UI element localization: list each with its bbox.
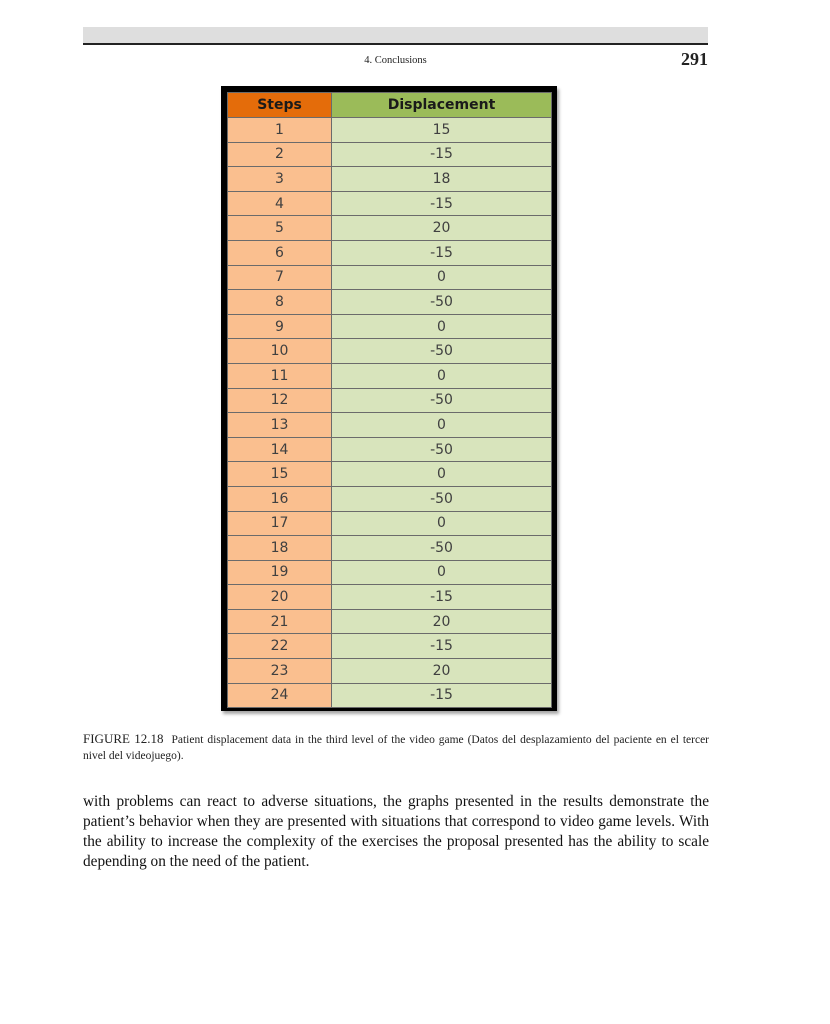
displacement-cell: -50 (332, 486, 552, 511)
steps-cell: 6 (228, 240, 332, 265)
steps-cell: 14 (228, 437, 332, 462)
displacement-cell: -15 (332, 191, 552, 216)
header-rule (83, 27, 708, 45)
table-row (228, 167, 552, 192)
steps-cell: 2 (228, 142, 332, 167)
steps-cell: 22 (228, 634, 332, 659)
figure-caption (83, 731, 709, 764)
steps-cell: 1 (228, 118, 332, 143)
table-body (228, 118, 552, 708)
steps-cell: 7 (228, 265, 332, 290)
table-row (228, 437, 552, 462)
table-row (228, 339, 552, 364)
table-row (228, 560, 552, 585)
steps-cell: 4 (228, 191, 332, 216)
steps-cell: 15 (228, 462, 332, 487)
section-title: 4. Conclusions (364, 55, 427, 66)
table-row (228, 142, 552, 167)
displacement-cell: -15 (332, 683, 552, 708)
steps-cell: 12 (228, 388, 332, 413)
table-row (228, 314, 552, 339)
steps-cell: 18 (228, 536, 332, 561)
table-row (228, 118, 552, 143)
caption-text: Patient displacement data in the third level of the video game (Datos del desplazamiento del paciente en el tercer nivel del videojuego). (83, 734, 710, 762)
table-row (228, 363, 552, 388)
table-row (228, 683, 552, 708)
steps-column-header: Steps (228, 93, 332, 118)
displacement-cell: 20 (332, 609, 552, 634)
displacement-cell: -50 (332, 388, 552, 413)
steps-cell: 24 (228, 683, 332, 708)
displacement-cell: -50 (332, 339, 552, 364)
displacement-cell: 0 (332, 560, 552, 585)
steps-cell: 17 (228, 511, 332, 536)
body-paragraph: with problems can react to adverse situations, the graphs presented in the results demonstrate the patient’s behavior when they are presented with situations that correspond to video game levels. With the ability to increase the complexity of the exercises the proposal presented has the ability to scale depending on the need of the patient. (83, 793, 709, 870)
displacement-cell: 0 (332, 363, 552, 388)
steps-cell: 20 (228, 585, 332, 610)
table-row (228, 191, 552, 216)
steps-cell: 9 (228, 314, 332, 339)
steps-cell: 10 (228, 339, 332, 364)
displacement-cell: 15 (332, 118, 552, 143)
figure-label: FIGURE 12.18 (83, 731, 164, 746)
table-row (228, 585, 552, 610)
displacement-cell: 20 (332, 216, 552, 241)
displacement-table (227, 92, 552, 708)
displacement-cell: 0 (332, 462, 552, 487)
table-row (228, 511, 552, 536)
steps-cell: 5 (228, 216, 332, 241)
displacement-cell: 0 (332, 413, 552, 438)
displacement-cell: -50 (332, 437, 552, 462)
displacement-cell: 18 (332, 167, 552, 192)
table-row (228, 634, 552, 659)
running-head (83, 49, 708, 76)
table-header-row (228, 93, 552, 118)
displacement-cell: 0 (332, 314, 552, 339)
table-row (228, 290, 552, 315)
displacement-cell: -15 (332, 142, 552, 167)
displacement-cell: -15 (332, 634, 552, 659)
table-row (228, 413, 552, 438)
displacement-cell: -50 (332, 536, 552, 561)
table-row (228, 388, 552, 413)
displacement-cell: -15 (332, 585, 552, 610)
displacement-cell: -15 (332, 240, 552, 265)
steps-cell: 3 (228, 167, 332, 192)
steps-cell: 19 (228, 560, 332, 585)
steps-cell: 13 (228, 413, 332, 438)
displacement-cell: -50 (332, 290, 552, 315)
table-row (228, 486, 552, 511)
steps-cell: 16 (228, 486, 332, 511)
figure-table-frame (221, 86, 557, 711)
table-row (228, 536, 552, 561)
steps-cell: 8 (228, 290, 332, 315)
table-row (228, 265, 552, 290)
table-row (228, 240, 552, 265)
table-row (228, 609, 552, 634)
table-row (228, 216, 552, 241)
displacement-cell: 0 (332, 265, 552, 290)
steps-cell: 23 (228, 659, 332, 684)
displacement-column-header: Displacement (332, 93, 552, 118)
page-number: 291 (681, 49, 708, 69)
table-row (228, 462, 552, 487)
steps-cell: 21 (228, 609, 332, 634)
steps-cell: 11 (228, 363, 332, 388)
displacement-cell: 20 (332, 659, 552, 684)
displacement-cell: 0 (332, 511, 552, 536)
table-row (228, 659, 552, 684)
